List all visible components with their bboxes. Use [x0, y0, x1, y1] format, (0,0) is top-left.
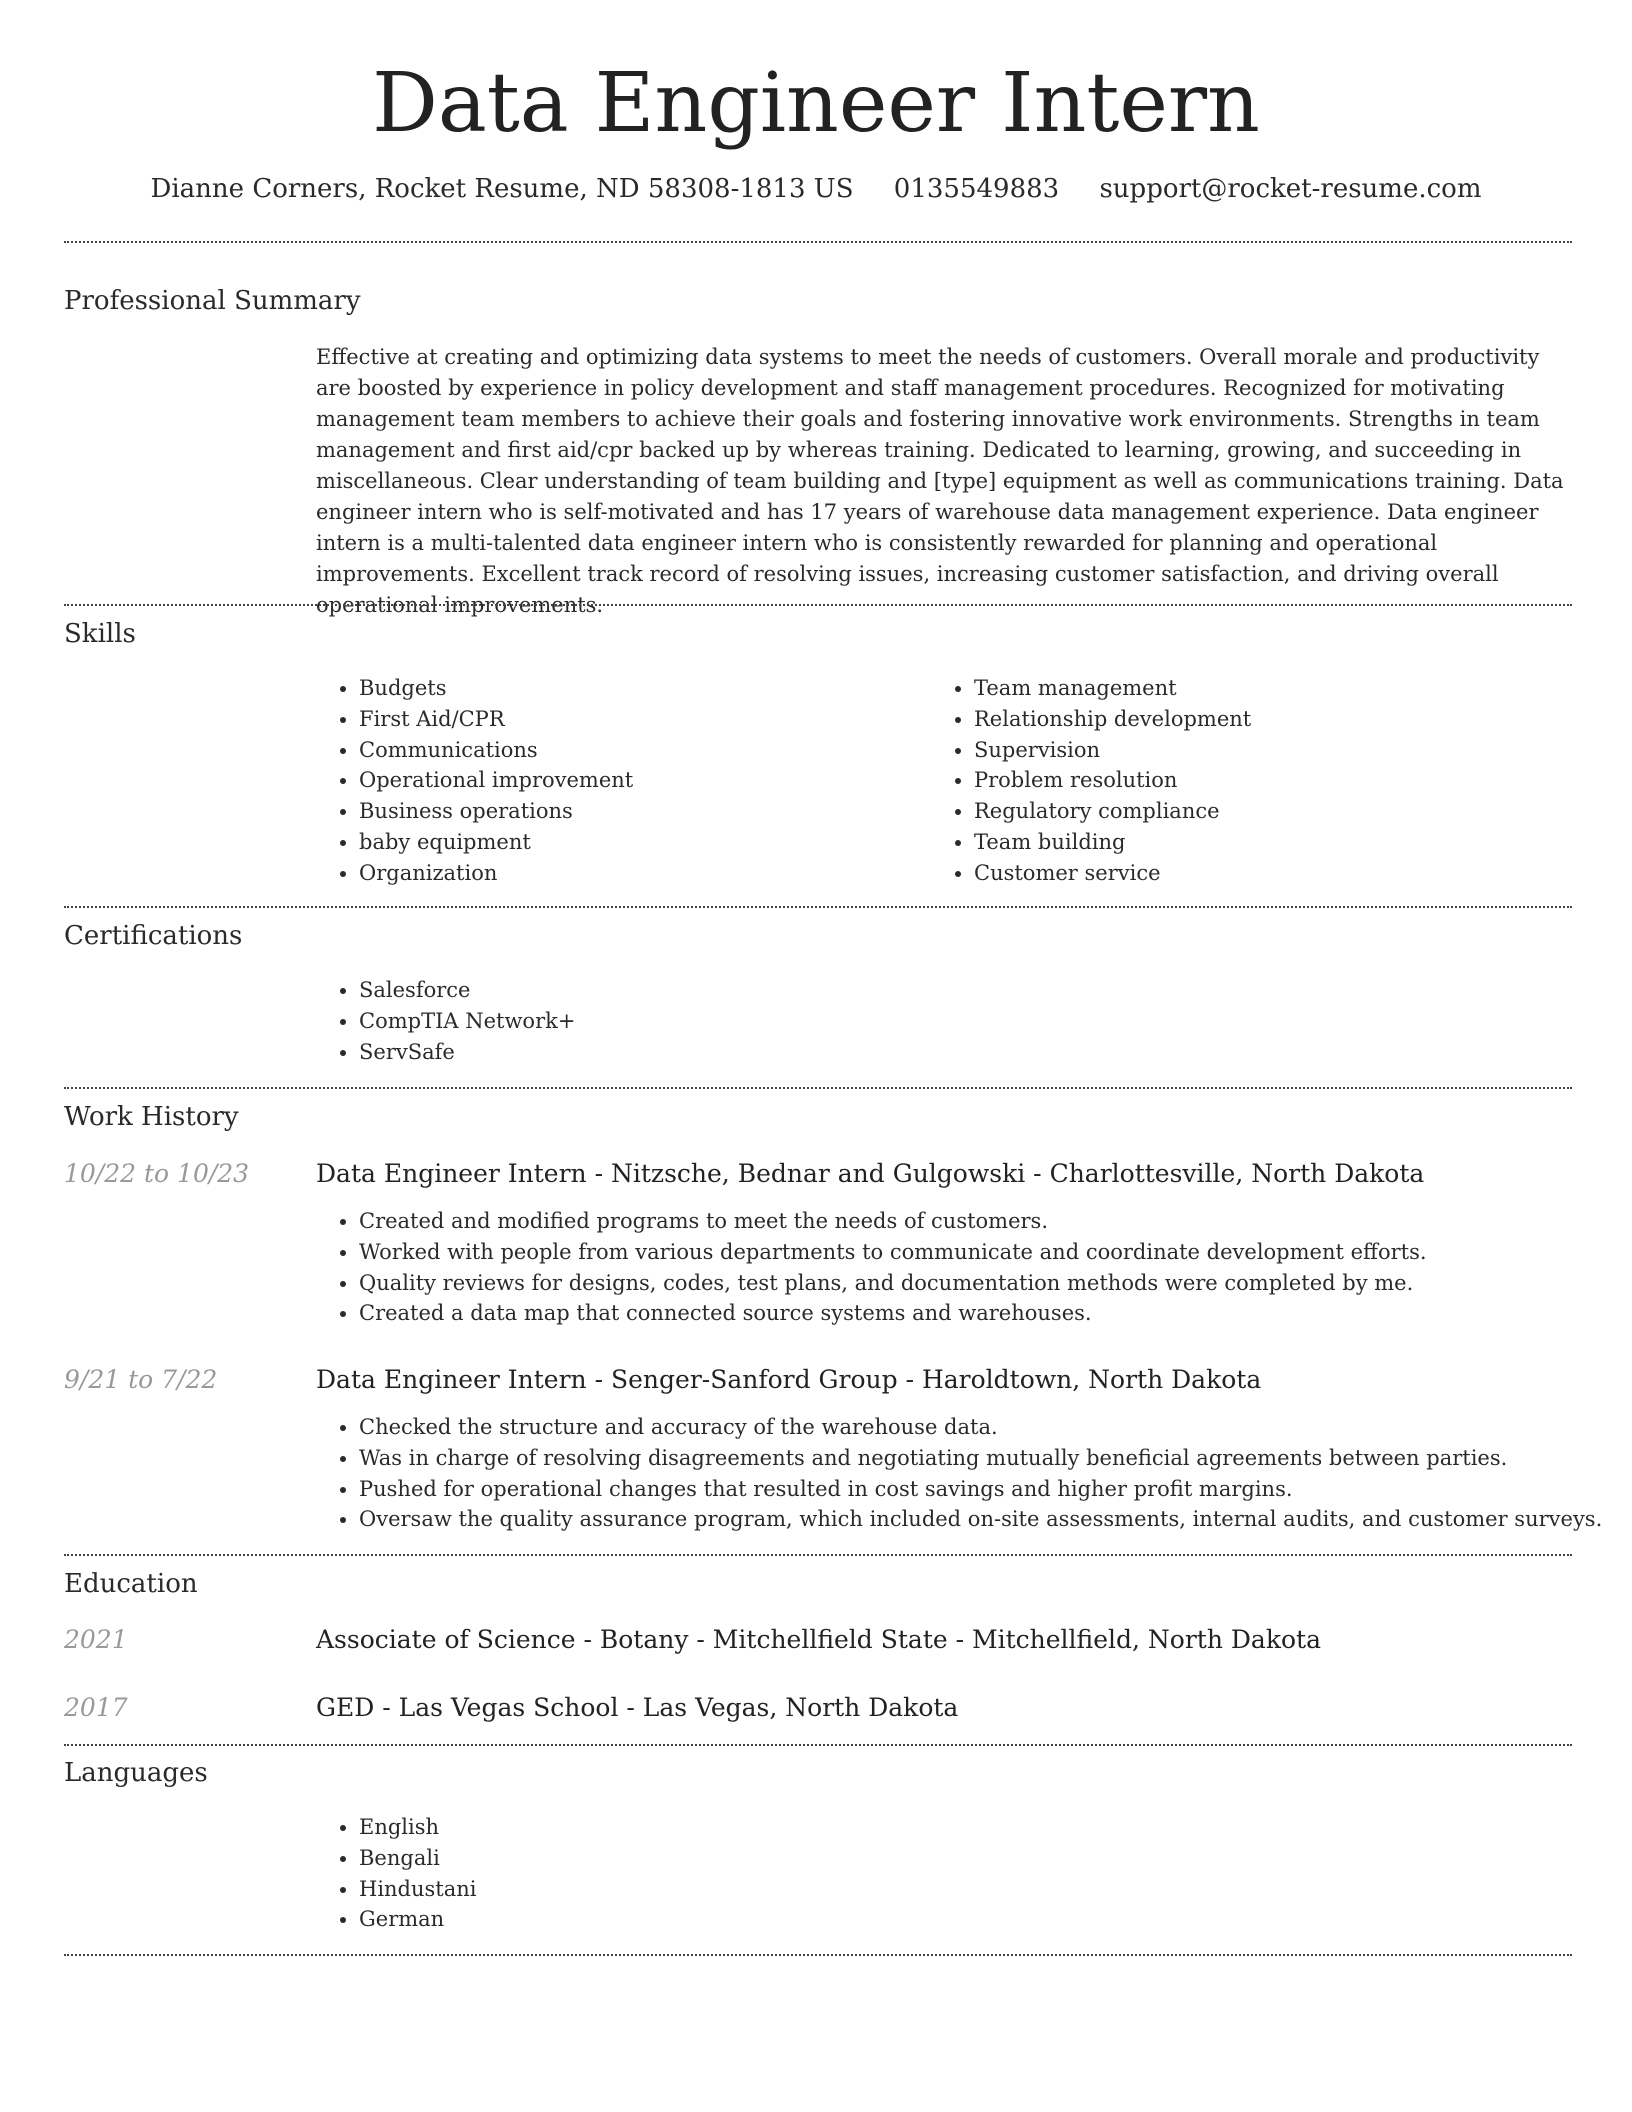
language-item: • Hindustani: [359, 1874, 477, 1905]
skills-heading: Skills: [64, 619, 136, 649]
resume-title: Data Engineer Intern: [372, 56, 1260, 151]
summary-text: Effective at creating and optimizing data systems to meet the needs of customers. Overall morale and productivity are boosted by experience in policy development and staff management procedures. Recognized for motivating management team members to achieve their goals and fostering innovative work environments. Strengths in team management and first aid/cpr backed up by whereas training. Dedicated to learning, growing, and succeeding in miscellaneous. Clear understanding of team building and [type] equipment as well as communications training. Data engineer intern who is self-motivated and has 17 years of warehouse data management experience. Data engineer intern is a multi-talented data engineer intern who is consistently rewarded for planning and operational improvements. Excellent track record of resolving issues, increasing customer satisfaction, and driving overall operational improvements.: [316, 345, 1564, 617]
job-bullet: • Pushed for operational changes that resulted in cost savings and higher profit margins.: [359, 1474, 1602, 1505]
contact-email: support@rocket-resume.com: [1099, 174, 1482, 204]
job-bullet: • Checked the structure and accuracy of the warehouse data.: [359, 1412, 1602, 1443]
job-dates: 9/21 to 7/22: [64, 1365, 218, 1394]
certification-item: • Salesforce: [359, 975, 575, 1006]
work-heading: Work History: [64, 1102, 239, 1132]
skill-item: • Business operations: [359, 796, 633, 827]
education-year: 2021: [64, 1625, 128, 1654]
skill-item: • First Aid/CPR: [359, 704, 633, 735]
skill-item: • Operational improvement: [359, 765, 633, 796]
education-year: 2017: [64, 1693, 128, 1722]
skills-list-left: [315, 673, 633, 889]
job-bullet: • Quality reviews for designs, codes, test plans, and documentation methods were completed by me.: [359, 1268, 1427, 1299]
divider: [64, 604, 1572, 606]
job-dates: 10/22 to 10/23: [64, 1159, 250, 1188]
skill-item: • baby equipment: [359, 827, 633, 858]
job-bullet: • Oversaw the quality assurance program, which included on-site assessments, internal audits, and customer surveys.: [359, 1504, 1602, 1535]
education-entry: Associate of Science - Botany - Mitchellfield State - Mitchellfield, North Dakota: [316, 1625, 1321, 1654]
job-title: Data Engineer Intern - Senger-Sanford Group - Haroldtown, North Dakota: [316, 1365, 1262, 1394]
divider: [64, 1744, 1572, 1746]
job-bullet: • Worked with people from various departments to communicate and coordinate development efforts.: [359, 1237, 1427, 1268]
languages-list: [315, 1812, 477, 1935]
skill-item: • Communications: [359, 735, 633, 766]
contact-address: Dianne Corners, Rocket Resume, ND 58308-1813 US: [150, 174, 854, 204]
certification-item: • ServSafe: [359, 1037, 575, 1068]
job-bullets: [315, 1412, 1602, 1535]
job-bullet: • Was in charge of resolving disagreements and negotiating mutually beneficial agreements between parties.: [359, 1443, 1602, 1474]
job-bullet: • Created a data map that connected source systems and warehouses.: [359, 1298, 1427, 1329]
certifications-heading: Certifications: [64, 921, 243, 951]
skill-item: • Problem resolution: [974, 765, 1251, 796]
summary-heading: Professional Summary: [64, 286, 361, 316]
contact-line: [0, 172, 1632, 206]
skill-item: • Supervision: [974, 735, 1251, 766]
divider: [64, 241, 1572, 243]
languages-heading: Languages: [64, 1758, 208, 1788]
divider: [64, 1954, 1572, 1956]
job-title: Data Engineer Intern - Nitzsche, Bednar and Gulgowski - Charlottesville, North Dakota: [316, 1159, 1425, 1188]
language-item: • German: [359, 1904, 477, 1935]
divider: [64, 1554, 1572, 1556]
skill-item: • Customer service: [974, 858, 1251, 889]
skill-item: • Team management: [974, 673, 1251, 704]
skill-item: • Regulatory compliance: [974, 796, 1251, 827]
education-heading: Education: [64, 1569, 198, 1599]
certifications-list: [315, 975, 575, 1067]
skill-item: • Team building: [974, 827, 1251, 858]
skill-item: • Organization: [359, 858, 633, 889]
language-item: • English: [359, 1812, 477, 1843]
skill-item: • Relationship development: [974, 704, 1251, 735]
divider: [64, 906, 1572, 908]
education-entry: GED - Las Vegas School - Las Vegas, North Dakota: [316, 1693, 959, 1722]
language-item: • Bengali: [359, 1843, 477, 1874]
certification-item: • CompTIA Network+: [359, 1006, 575, 1037]
divider: [64, 1087, 1572, 1089]
job-bullet: • Created and modified programs to meet the needs of customers.: [359, 1206, 1427, 1237]
job-bullets: [315, 1206, 1427, 1329]
skill-item: • Budgets: [359, 673, 633, 704]
contact-phone: 0135549883: [893, 174, 1060, 204]
skills-list-right: [930, 673, 1251, 889]
